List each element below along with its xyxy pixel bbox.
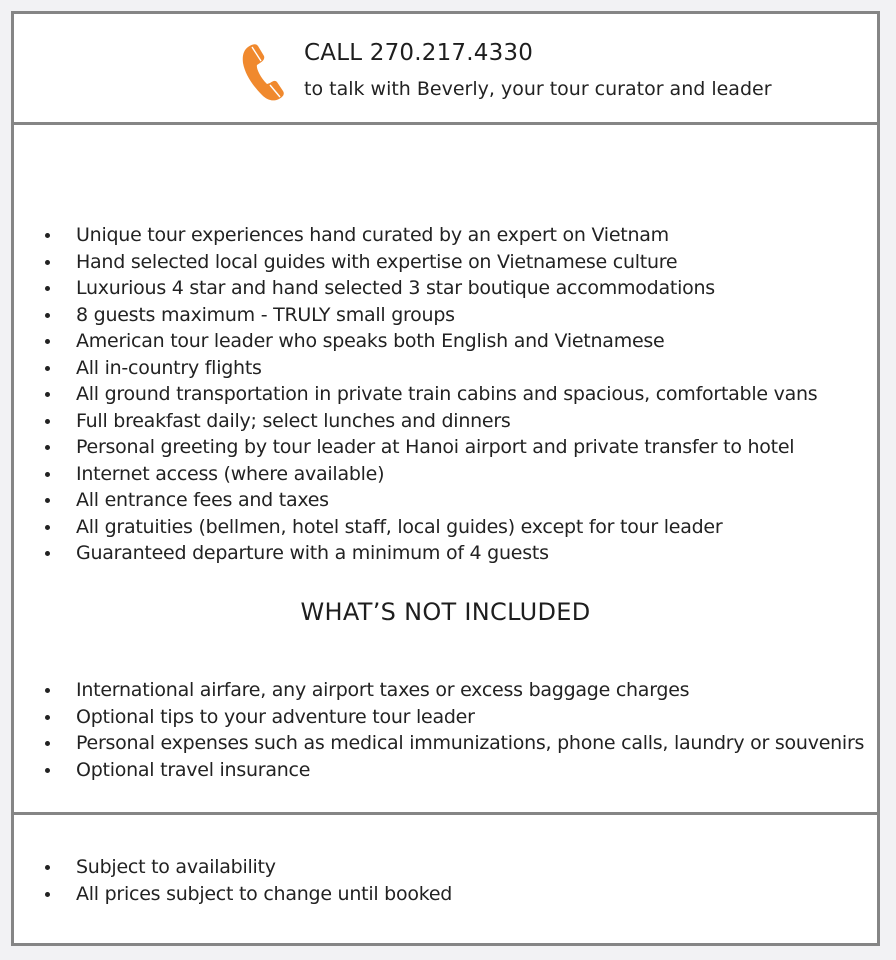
list-item [14, 355, 877, 382]
list-item-text: Personal greeting by tour leader at Hanoi airport and private transfer to hotel [76, 436, 795, 458]
phone-icon [240, 41, 286, 101]
bullet-icon [45, 419, 50, 424]
bullet-icon [45, 366, 50, 371]
list-item-text: 8 guests maximum - TRULY small groups [76, 303, 455, 326]
list-item [14, 540, 877, 567]
call-subtext: to talk with Beverly, your tour curator and leader [304, 78, 772, 100]
bullet-icon [45, 892, 50, 897]
list-item-text: International airfare, any airport taxes or excess baggage charges [76, 679, 690, 701]
terms-section [14, 815, 877, 943]
contact-header [14, 14, 877, 125]
list-item [14, 461, 877, 488]
list-item-text: Subject to availability [76, 856, 276, 878]
list-item-text: All in-country flights [76, 356, 262, 379]
terms-list [14, 854, 877, 907]
list-item-text: Hand selected local guides with expertise on Vietnamese culture [76, 250, 678, 273]
bullet-icon [45, 286, 50, 291]
not-included-list [14, 677, 877, 783]
list-item [14, 381, 877, 408]
list-item [14, 275, 877, 302]
bullet-icon [45, 339, 50, 344]
list-item-text: All gratuities (bellmen, hotel staff, local guides) except for tour leader [76, 515, 723, 538]
list-item [14, 881, 877, 908]
list-item [14, 730, 877, 757]
bullet-icon [45, 472, 50, 477]
bullet-icon [45, 233, 50, 238]
list-item [14, 222, 877, 249]
bullet-icon [45, 688, 50, 693]
bullet-icon [45, 551, 50, 556]
list-item-text: Guaranteed departure with a minimum of 4 guests [76, 542, 549, 564]
list-item-text: Optional travel insurance [76, 758, 311, 781]
inclusions-section [14, 125, 877, 815]
bullet-icon [45, 392, 50, 397]
list-item [14, 302, 877, 329]
list-item [14, 328, 877, 355]
bullet-icon [45, 865, 50, 870]
call-phone-number[interactable]: CALL 270.217.4330 [304, 40, 534, 66]
list-item [14, 487, 877, 514]
list-item [14, 704, 877, 731]
list-item-text: Personal expenses such as medical immunizations, phone calls, laundry or souvenirs [76, 732, 865, 754]
list-item [14, 514, 877, 541]
bullet-icon [45, 768, 50, 773]
bullet-icon [45, 741, 50, 746]
list-item-text: Luxurious 4 star and hand selected 3 star boutique accommodations [76, 277, 715, 299]
list-item-text: American tour leader who speaks both English and Vietnamese [76, 330, 665, 352]
list-item-text: All prices subject to change until booked [76, 882, 453, 905]
list-item [14, 434, 877, 461]
list-item [14, 677, 877, 704]
list-item-text: All entrance fees and taxes [76, 489, 329, 511]
list-item-text: All ground transportation in private train cabins and spacious, comfortable vans [76, 383, 818, 405]
list-item [14, 854, 877, 881]
list-item [14, 249, 877, 276]
list-item-text: Optional tips to your adventure tour leader [76, 705, 475, 728]
list-item-text: Internet access (where available) [76, 462, 385, 485]
bullet-icon [45, 313, 50, 318]
list-item-text: Unique tour experiences hand curated by an expert on Vietnam [76, 224, 669, 246]
bullet-icon [45, 445, 50, 450]
not-included-heading: WHAT’S NOT INCLUDED [300, 598, 591, 626]
list-item-text: Full breakfast daily; select lunches and dinners [76, 409, 511, 432]
bullet-icon [45, 715, 50, 720]
list-item [14, 408, 877, 435]
tour-info-box [11, 11, 880, 946]
bullet-icon [45, 498, 50, 503]
list-item [14, 757, 877, 784]
bullet-icon [45, 525, 50, 530]
included-list [14, 222, 877, 567]
bullet-icon [45, 260, 50, 265]
